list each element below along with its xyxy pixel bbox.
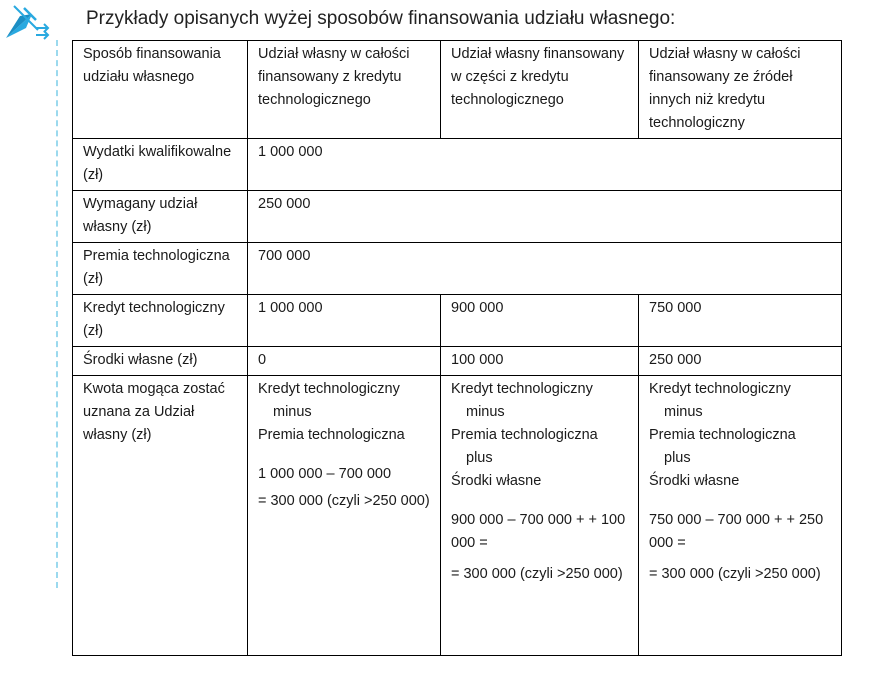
margin-dashed-rule	[56, 40, 58, 588]
row-label-srodki: Środki własne (zł)	[73, 347, 248, 376]
row-value-wymagany: 250 000	[248, 191, 842, 243]
target-arrow-icon	[2, 2, 52, 42]
financing-table	[72, 40, 842, 656]
formula-line: Kredyt technologiczny	[258, 381, 400, 397]
table-row	[73, 347, 842, 376]
row-label-wydatki: Wydatki kwalifikowalne (zł)	[73, 139, 248, 191]
table-row	[73, 139, 842, 191]
row-label-wymagany: Wymagany udział własny (zł)	[73, 191, 248, 243]
formula-line: Kredyt technologiczny	[451, 381, 593, 397]
formula-operator: minus	[466, 404, 505, 420]
formula-calc: 750 000 – 700 000 + + 250 000 =	[649, 512, 824, 551]
row-label-kwota: Kwota mogąca zostać uznana za Udział własny (zł)	[73, 376, 248, 656]
page-title: Przykłady opisanych wyżej sposobów finansowania udziału własnego:	[86, 8, 676, 29]
formula-line: Premia technologiczna	[258, 427, 405, 443]
formula-line: Premia technologiczna	[649, 427, 796, 443]
table-header-row	[73, 41, 842, 139]
cell-kwota-3	[639, 376, 842, 656]
formula-operator: minus	[664, 404, 703, 420]
row-value-wydatki: 1 000 000	[248, 139, 842, 191]
cell-srodki-1: 0	[248, 347, 441, 376]
table-row	[73, 191, 842, 243]
formula-line: Środki własne	[649, 473, 740, 489]
table-row	[73, 376, 842, 656]
header-cell-method: Sposób finansowania udziału własnego	[73, 41, 248, 139]
formula-result: = 300 000 (czyli >250 000)	[649, 566, 821, 582]
formula-operator: plus	[664, 450, 691, 466]
formula-operator: plus	[466, 450, 493, 466]
row-label-premia: Premia technologiczna (zł)	[73, 243, 248, 295]
formula-line: Premia technologiczna	[451, 427, 598, 443]
formula-result: = 300 000 (czyli >250 000)	[258, 493, 430, 509]
cell-kredyt-2: 900 000	[441, 295, 639, 347]
formula-line: Środki własne	[451, 473, 542, 489]
formula-line: Kredyt technologiczny	[649, 381, 791, 397]
row-value-premia: 700 000	[248, 243, 842, 295]
cell-kwota-1	[248, 376, 441, 656]
cell-srodki-2: 100 000	[441, 347, 639, 376]
row-label-kredyt: Kredyt technologiczny (zł)	[73, 295, 248, 347]
header-cell-partial-credit: Udział własny finansowany w części z kredytu technologicznego	[441, 41, 639, 139]
formula-calc: 900 000 – 700 000 + + 100 000 =	[451, 512, 626, 551]
formula-operator: minus	[273, 404, 312, 420]
cell-kwota-2	[441, 376, 639, 656]
formula-result: = 300 000 (czyli >250 000)	[451, 566, 623, 582]
cell-kredyt-3: 750 000	[639, 295, 842, 347]
cell-srodki-3: 250 000	[639, 347, 842, 376]
formula-calc: 1 000 000 – 700 000	[258, 466, 392, 482]
header-cell-full-credit: Udział własny w całości finansowany z kredytu technologicznego	[248, 41, 441, 139]
cell-kredyt-1: 1 000 000	[248, 295, 441, 347]
table-row	[73, 295, 842, 347]
table-row	[73, 243, 842, 295]
header-cell-other-sources: Udział własny w całości finansowany ze źródeł innych niż kredytu technologiczny	[639, 41, 842, 139]
